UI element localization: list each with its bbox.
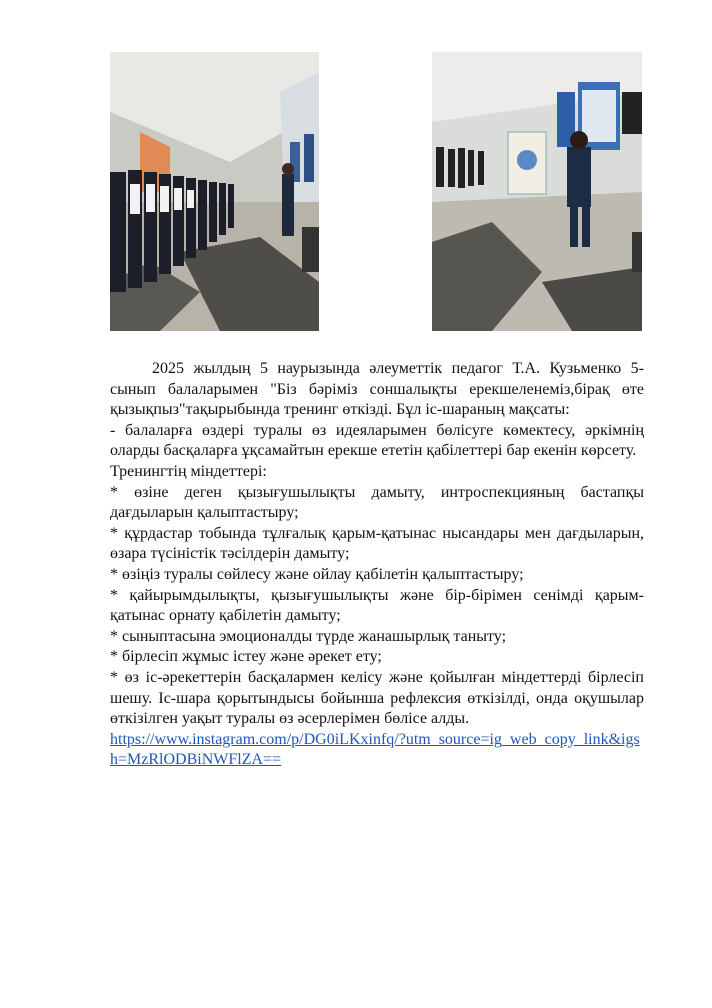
task-item: * өзіңіз туралы сөйлесу және ойлау қабілетін қалыптастыру; — [110, 565, 524, 583]
tasks-heading: Тренингтің міндеттері: — [110, 462, 267, 480]
task-item: * өз іс-әрекеттерін басқалармен келісу және қойылған міндеттерді бірлесіп шешу. Іс-шара қорытындысы бойынша рефлексия өткізілді, онда оқушылар өткізілген уақыт туралы өз әсерлерімен бөлісе алды. — [110, 668, 644, 728]
task-item: * өзіне деген қызығушылықты дамыту, интроспекцияның бастапқы дағдыларын қалыптастыру; — [110, 483, 644, 522]
photo-students-corridor — [110, 52, 319, 331]
intro-paragraph: 2025 жылдың 5 наурызында әлеуметтік педагог Т.А. Кузьменко 5-сынып балаларымен "Біз бәріміз соншалықты ерекшеленеміз,бірақ өте қызықпыз"тақырыбында тренинг өткізді. Бұл іс-шараның мақсаты: — [110, 360, 644, 419]
goal-paragraph: - балаларға өздері туралы өз идеяларымен бөлісуге көмектесу, әркімнің оларды басқаларға ұқсамайтын ерекше ететін қабілеттері бар екенін көрсету. — [110, 421, 644, 460]
task-item: * сыныптасына эмоционалды түрде жанашырлық таныту; — [110, 627, 507, 645]
article-body — [110, 359, 644, 771]
instagram-link[interactable]: https://www.instagram.com/p/DG0iLKxinfq/?utm_source=ig_web_copy_link&igsh=MzRlODBiNWFlZA== — [110, 730, 640, 769]
task-item: * қайырымдылықты, қызығушылықты және бір-бірімен сенімді қарым-қатынас орнату қабілетін дамыту; — [110, 586, 644, 625]
task-item: * құрдастар тобында тұлғалық қарым-қатынас нысандары мен дағдыларын, өзара түсіністік тәсілдерін дамыту; — [110, 524, 644, 563]
photo-teacher-speaking — [432, 52, 642, 331]
task-item: * бірлесіп жұмыс істеу және әрекет ету; — [110, 648, 382, 666]
